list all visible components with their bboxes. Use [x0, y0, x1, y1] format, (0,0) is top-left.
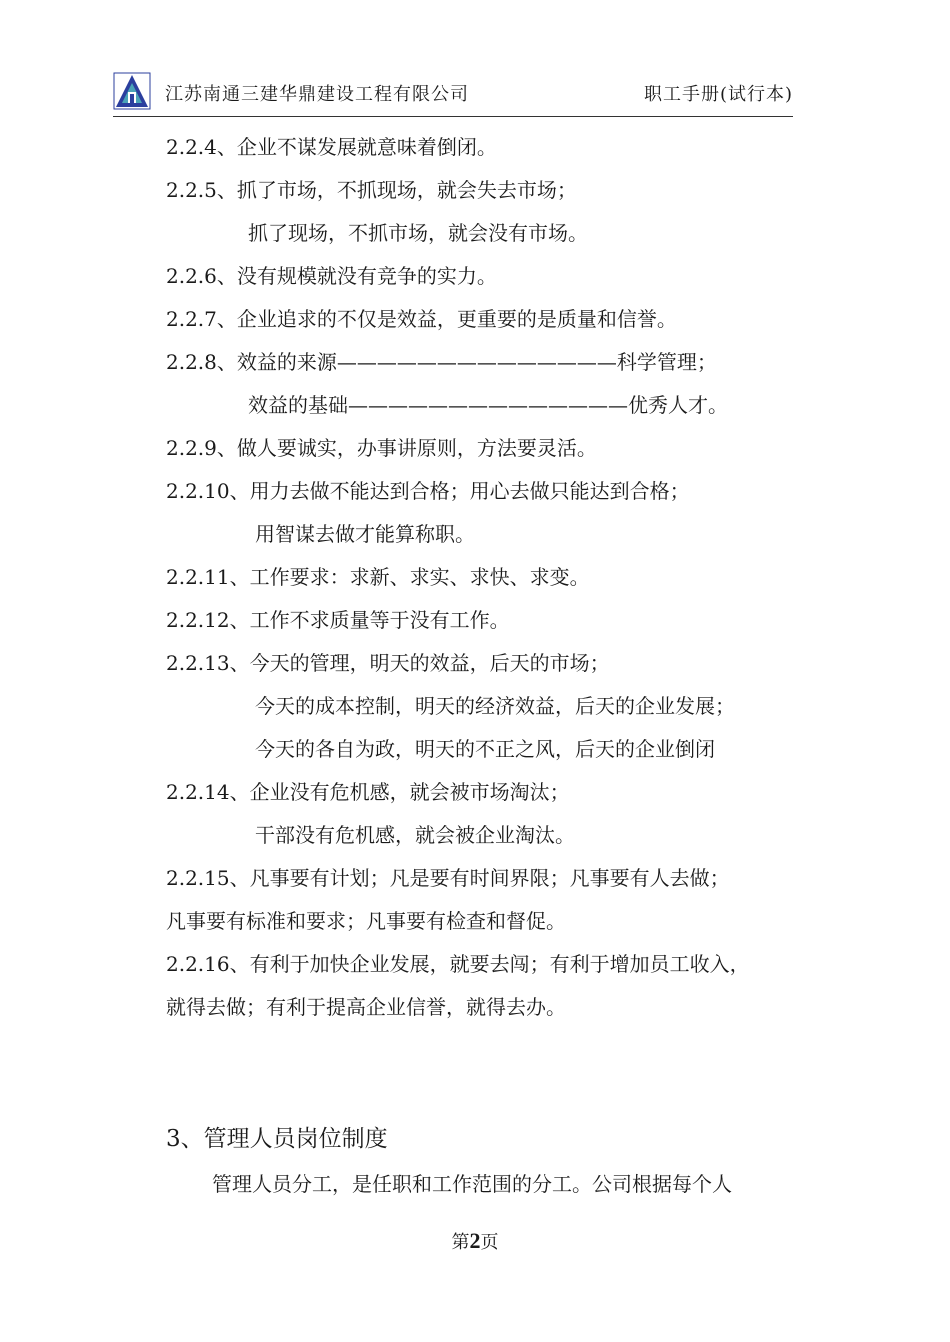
section-paragraph: 管理人员分工，是任职和工作范围的分工。公司根据每个人 [212, 1172, 732, 1196]
text-line: 2.2.16、有利于加快企业发展，就要去闯；有利于增加员工收入， [166, 952, 750, 976]
text-line: 2.2.15、凡事要有计划；凡是要有时间界限；凡事要有人去做； [166, 866, 730, 890]
header-divider [113, 116, 793, 117]
section-heading: 3、管理人员岗位制度 [166, 1126, 388, 1152]
text-line: 效益的基础——————————————优秀人才。 [248, 393, 728, 417]
page-header [113, 72, 793, 112]
text-line: 干部没有危机感，就会被企业淘汰。 [255, 823, 575, 847]
manual-title: 职工手册(试行本) [643, 84, 793, 105]
text-line: 就得去做；有利于提高企业信誉，就得去办。 [166, 995, 566, 1019]
company-logo-icon [113, 72, 151, 110]
text-line: 用智谋去做才能算称职。 [255, 522, 475, 546]
text-line: 2.2.14、企业没有危机感，就会被市场淘汰； [166, 780, 570, 804]
text-line: 2.2.7、企业追求的不仅是效益，更重要的是质量和信誉。 [166, 307, 677, 331]
page-prefix: 第 [451, 1232, 470, 1253]
page-footer [0, 1228, 950, 1254]
company-name: 江苏南通三建华鼎建设工程有限公司 [165, 84, 469, 105]
page-suffix: 页 [480, 1232, 499, 1253]
text-line: 2.2.4、企业不谋发展就意味着倒闭。 [166, 135, 497, 159]
text-line: 2.2.13、今天的管理，明天的效益，后天的市场； [166, 651, 610, 675]
text-line: 凡事要有标准和要求；凡事要有检查和督促。 [166, 909, 566, 933]
text-line: 2.2.6、没有规模就没有竞争的实力。 [166, 264, 497, 288]
text-line: 2.2.10、用力去做不能达到合格；用心去做只能达到合格； [166, 479, 690, 503]
text-line: 今天的成本控制，明天的经济效益，后天的企业发展； [255, 694, 735, 718]
text-line: 2.2.12、工作不求质量等于没有工作。 [166, 608, 510, 632]
text-line: 今天的各自为政，明天的不正之风，后天的企业倒闭 [255, 737, 715, 761]
text-line: 2.2.8、效益的来源——————————————科学管理； [166, 350, 717, 374]
text-line: 2.2.9、做人要诚实，办事讲原则，方法要灵活。 [166, 436, 597, 460]
text-line: 2.2.5、抓了市场，不抓现场，就会失去市场； [166, 178, 577, 202]
page-number: 2 [469, 1228, 481, 1253]
text-line: 2.2.11、工作要求：求新、求实、求快、求变。 [166, 565, 590, 589]
text-line: 抓了现场，不抓市场，就会没有市场。 [248, 221, 588, 245]
